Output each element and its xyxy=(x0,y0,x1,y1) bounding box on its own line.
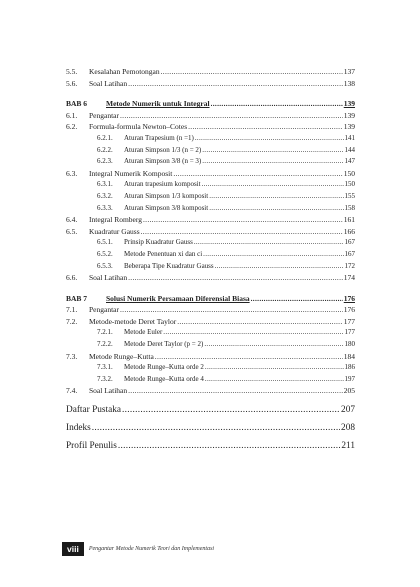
entry-title: Daftar Pustaka xyxy=(66,405,121,416)
page-number-badge: viii xyxy=(62,542,84,556)
entry-title: Soal Latihan xyxy=(89,78,128,88)
entry-page: 138 xyxy=(343,78,355,88)
dot-leader xyxy=(122,401,340,419)
entry-title: Metode Runge–Kutta orde 2 xyxy=(124,363,204,372)
toc-entry[interactable] xyxy=(66,272,355,284)
entry-page: 197 xyxy=(344,374,355,383)
toc-subentry[interactable] xyxy=(66,374,355,386)
entry-page: 208 xyxy=(341,423,355,434)
entry-number: 7.2.1. xyxy=(97,328,113,337)
toc-subentry[interactable] xyxy=(66,339,355,351)
toc-entry[interactable] xyxy=(66,226,355,238)
dot-leader xyxy=(163,327,343,339)
dot-leader xyxy=(211,98,343,110)
entry-title: Indeks xyxy=(66,423,91,434)
entry-number: 6.3.3. xyxy=(97,203,113,212)
entry-title: Integral Romberg xyxy=(89,215,142,225)
entry-number: 6.2. xyxy=(66,122,78,132)
entry-page: 141 xyxy=(344,133,355,142)
dot-leader xyxy=(128,385,343,397)
toc-subentry[interactable] xyxy=(66,145,355,157)
toc-subentry[interactable] xyxy=(66,327,355,339)
dot-leader xyxy=(128,78,343,90)
dot-leader xyxy=(141,226,343,238)
entry-title: Metode Penentuan xi dan ci xyxy=(124,249,203,258)
entry-number: 7.3.1. xyxy=(97,363,113,372)
toc-entry[interactable] xyxy=(66,78,355,90)
entry-title: Metode Deret Taylor (p = 2) xyxy=(124,340,204,349)
dot-leader xyxy=(205,374,344,386)
entry-page: 177 xyxy=(343,316,355,326)
chapter-title: Metode Numerik untuk Integral xyxy=(106,99,210,109)
dot-leader xyxy=(202,145,343,157)
entry-number: 7.2. xyxy=(66,316,78,326)
entry-page: 180 xyxy=(344,340,355,349)
entry-title: Pengantar xyxy=(89,110,119,120)
entry-title: Metode Runge–Kutta orde 4 xyxy=(124,374,204,383)
entry-page: 161 xyxy=(343,215,355,225)
entry-title: Metode Runge–Kutta xyxy=(89,351,154,361)
dot-leader xyxy=(215,261,344,273)
toc-subentry[interactable] xyxy=(66,156,355,168)
entry-title: Metode Euler xyxy=(124,328,163,337)
running-footer-title: Pengantar Metode Numerik Teori dan Implementasi xyxy=(88,546,215,552)
entry-page: 167 xyxy=(344,249,355,258)
entry-number: 7.2.2. xyxy=(97,340,113,349)
entry-page: 158 xyxy=(344,203,355,212)
entry-number: 6.2.2. xyxy=(97,145,113,154)
toc-entry[interactable] xyxy=(66,385,355,397)
entry-title: Prinsip Kuadratur Gauss xyxy=(124,238,193,247)
toc-entry[interactable] xyxy=(66,110,355,122)
entry-page: 137 xyxy=(343,67,355,76)
chapter-title: Solusi Numerik Persamaan Diferensial Biasa xyxy=(106,293,250,303)
entry-number: 6.2.3. xyxy=(97,157,113,166)
entry-page: 205 xyxy=(343,386,355,396)
dot-leader xyxy=(118,437,341,455)
entry-number: 6.1. xyxy=(66,110,78,120)
toc-subentry[interactable] xyxy=(66,237,355,249)
entry-number: 7.3.2. xyxy=(97,374,113,383)
entry-title: Pengantar xyxy=(89,305,119,315)
toc-entry[interactable] xyxy=(66,351,355,363)
dot-leader xyxy=(209,191,343,203)
entry-title: Kesalahan Pemotongan xyxy=(89,67,160,76)
entry-title: Kuadratur Gauss xyxy=(89,226,140,236)
entry-title: Soal Latihan xyxy=(89,273,128,283)
entry-title: Aturan Simpson 1/3 komposit xyxy=(124,191,209,200)
dot-leader xyxy=(205,362,344,374)
entry-number: 6.5. xyxy=(66,226,78,236)
entry-title: Aturan Simpson 1/3 (n = 2) xyxy=(124,145,202,154)
entry-title: Aturan Simpson 3/8 (n = 3) xyxy=(124,157,202,166)
entry-number: 6.5.3. xyxy=(97,261,113,270)
entry-title: Metode-metode Deret Taylor xyxy=(89,316,177,326)
entry-number: 6.6. xyxy=(66,273,78,283)
dot-leader xyxy=(143,214,343,226)
dot-leader xyxy=(128,272,343,284)
chapter-number: BAB 7 xyxy=(66,293,88,303)
entry-page: 150 xyxy=(344,180,355,189)
toc-subentry[interactable] xyxy=(66,133,355,145)
entry-page: 177 xyxy=(344,328,355,337)
entry-page: 139 xyxy=(343,110,355,120)
entry-title: Aturan Simpson 3/8 komposit xyxy=(124,203,209,212)
dot-leader xyxy=(177,316,343,328)
entry-page: 207 xyxy=(341,405,355,416)
entry-number: 7.3. xyxy=(66,351,78,361)
entry-title: Formula-formula Newton–Cotes xyxy=(89,122,188,132)
entry-page: 172 xyxy=(344,261,355,270)
entry-number: 7.4. xyxy=(66,386,78,396)
entry-title: Profil Penulis xyxy=(66,441,117,452)
dot-leader xyxy=(155,351,343,363)
entry-title: Integral Numerik Komposit xyxy=(89,168,173,178)
entry-page: 184 xyxy=(343,351,355,361)
dot-leader xyxy=(195,133,344,145)
dot-leader xyxy=(251,293,343,305)
dot-leader xyxy=(92,419,340,437)
chapter-page: 176 xyxy=(343,293,355,303)
entry-page: 211 xyxy=(341,441,355,452)
dot-leader xyxy=(202,156,343,168)
entry-title: Soal Latihan xyxy=(89,386,128,396)
dot-leader xyxy=(173,168,342,180)
dot-leader xyxy=(161,66,343,78)
dot-leader xyxy=(204,339,343,351)
dot-leader xyxy=(120,304,343,316)
entry-page: 155 xyxy=(344,191,355,200)
toc-chapter-entry[interactable] xyxy=(66,98,355,110)
entry-number: 6.4. xyxy=(66,215,78,225)
toc-subentry[interactable] xyxy=(66,203,355,215)
entry-page: 166 xyxy=(343,226,355,236)
chapter-page: 139 xyxy=(343,99,355,109)
dot-leader xyxy=(202,179,344,191)
entry-page: 147 xyxy=(344,157,355,166)
toc-entry[interactable] xyxy=(66,168,355,180)
toc-entry[interactable] xyxy=(66,121,355,133)
toc-subentry[interactable] xyxy=(66,191,355,203)
toc-entry[interactable] xyxy=(66,304,355,316)
dot-leader xyxy=(203,249,343,261)
dot-leader xyxy=(209,203,343,215)
entry-number: 7.1. xyxy=(66,305,78,315)
toc-backmatter-entry[interactable] xyxy=(66,419,355,437)
entry-page: 176 xyxy=(343,305,355,315)
entry-number: 6.3.2. xyxy=(97,191,113,200)
entry-number: 6.3.1. xyxy=(97,180,113,189)
entry-page: 186 xyxy=(344,363,355,372)
table-of-contents xyxy=(66,66,355,455)
chapter-number: BAB 6 xyxy=(66,99,88,109)
entry-number: 6.5.2. xyxy=(97,249,113,258)
entry-page: 139 xyxy=(343,122,355,132)
entry-page: 144 xyxy=(344,145,355,154)
toc-subentry[interactable] xyxy=(66,249,355,261)
entry-title: Aturan Trapesium (n =1) xyxy=(124,133,194,142)
dot-leader xyxy=(188,121,343,133)
toc-subentry[interactable] xyxy=(66,261,355,273)
toc-subentry[interactable] xyxy=(66,179,355,191)
toc-entry[interactable] xyxy=(66,66,355,78)
entry-number: 6.3. xyxy=(66,168,78,178)
dot-leader xyxy=(194,237,344,249)
toc-chapter-entry[interactable] xyxy=(66,293,355,305)
entry-number: 5.6. xyxy=(66,78,78,88)
toc-subentry[interactable] xyxy=(66,362,355,374)
entry-title: Beberapa Tipe Kuadratur Gauss xyxy=(124,261,214,270)
entry-number: 5.5. xyxy=(66,67,78,76)
toc-entry[interactable] xyxy=(66,214,355,226)
dot-leader xyxy=(120,110,343,122)
entry-page: 174 xyxy=(343,273,355,283)
entry-number: 6.2.1. xyxy=(97,133,113,142)
page-footer xyxy=(62,542,214,556)
entry-page: 167 xyxy=(344,238,355,247)
entry-page: 150 xyxy=(343,168,355,178)
toc-backmatter-entry[interactable] xyxy=(66,437,355,455)
entry-number: 6.5.1. xyxy=(97,238,113,247)
entry-title: Aturan trapesium komposit xyxy=(124,180,201,189)
toc-entry[interactable] xyxy=(66,316,355,328)
toc-backmatter-entry[interactable] xyxy=(66,401,355,419)
